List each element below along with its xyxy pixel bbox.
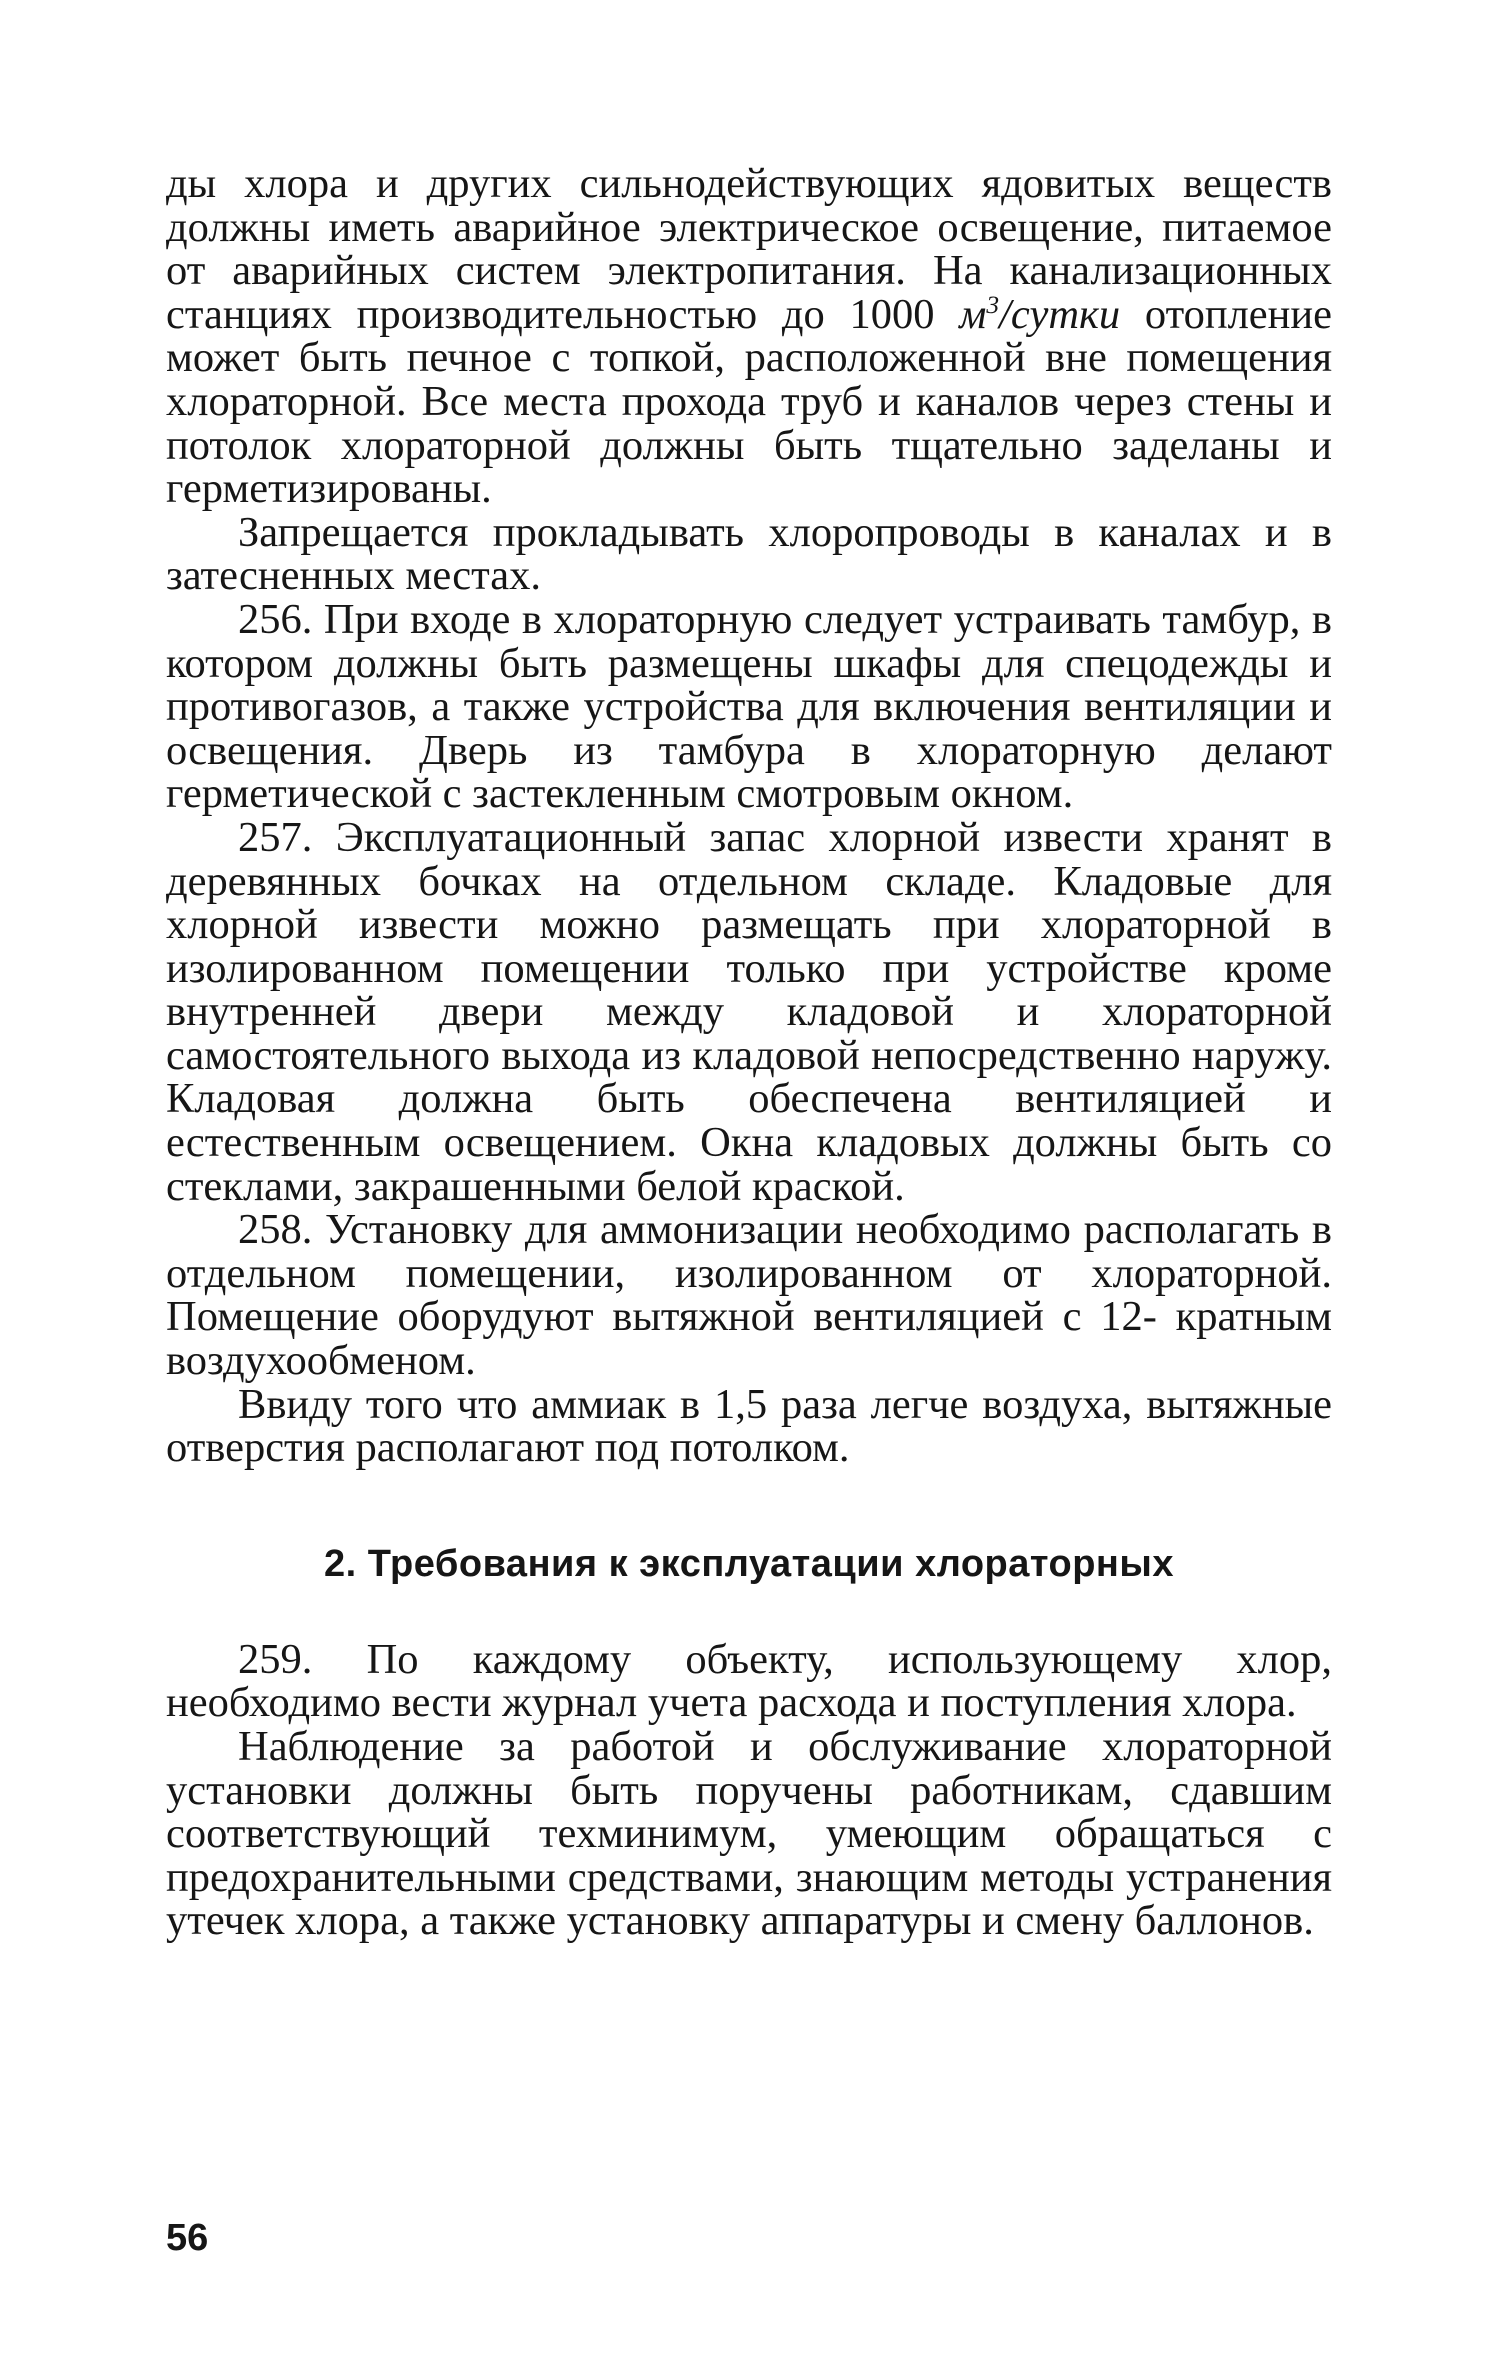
paragraph-supervision: Наблюдение за работой и обслуживание хлораторной установки должны быть поручены работникам, сдавшим соответствующий техминимум, умеющим обращаться с предохранительными средствами, знающим методы устранения утечек хлора, а также установку аппаратуры и смену баллонов. [166, 1723, 1332, 1945]
paragraph-257: 257. Эксплуатационный запас хлорной извести хранят в деревянных бочках на отдельном складе. Кладовые для хлорной извести можно размещать при хлораторной в изолированном помещении только при устройстве кроме внутренней двери между кладовой и хлораторной самостоятельного выхода из кладовой непосредственно наружу. Кладовая должна быть обеспечена вентиляцией и естественным освещением. Окна кладовых должны быть со стеклами, закрашенными белой краской. [166, 813, 1332, 1210]
paragraph-256: 256. При входе в хлораторную следует устраивать тамбур, в котором должны быть размещены шкафы для спецодежды и противогазов, а также устройства для включения вентиляции и освещения. Дверь из тамбура в хлораторную делают герметической с застекленным смотровым окном. [166, 595, 1332, 818]
unit-superscript: 3 [986, 289, 1000, 319]
page-number: 56 [166, 2217, 209, 2259]
paragraph-text: отопление может быть печное с топкой, расположенной вне помещения хлораторной. Все места прохода труб и каналов через стены и потолок хлораторной должны быть тщательно заделаны и герметизированы. [166, 290, 1332, 513]
paragraph-text: ды хлора и других сильнодействующих ядовитых веществ должны иметь аварийное электрическое освещение, питаемое от аварийных систем электропитания. На канализационных станциях производительностью до 1000 [166, 160, 1332, 338]
unit-m: м [959, 290, 987, 338]
paragraph-pipes: Запрещается прокладывать хлоропроводы в каналах и в затесненных местах. [166, 508, 1332, 600]
paragraph-continuation [166, 162, 1332, 511]
paragraph-ammonia: Ввиду того что аммиак в 1,5 раза легче воздуха, вытяжные отверстия располагают под потолком. [166, 1380, 1332, 1472]
unit-cubic-meters-per-day [959, 291, 1120, 338]
paragraph-258: 258. Установку для аммонизации необходимо располагать в отдельном помещении, изолированном от хлораторной. Помещение оборудуют вытяжной вентиляцией с 12- кратным воздухообменом. [166, 1206, 1332, 1385]
paragraph-259: 259. По каждому объекту, использующему хлор, необходимо вести журнал учета расхода и поступления хлора. [166, 1635, 1332, 1727]
unit-per-day: /сутки [999, 290, 1121, 338]
section-heading: 2. Требования к эксплуатации хлораторных [324, 1542, 1174, 1585]
text-column [166, 162, 1332, 1943]
